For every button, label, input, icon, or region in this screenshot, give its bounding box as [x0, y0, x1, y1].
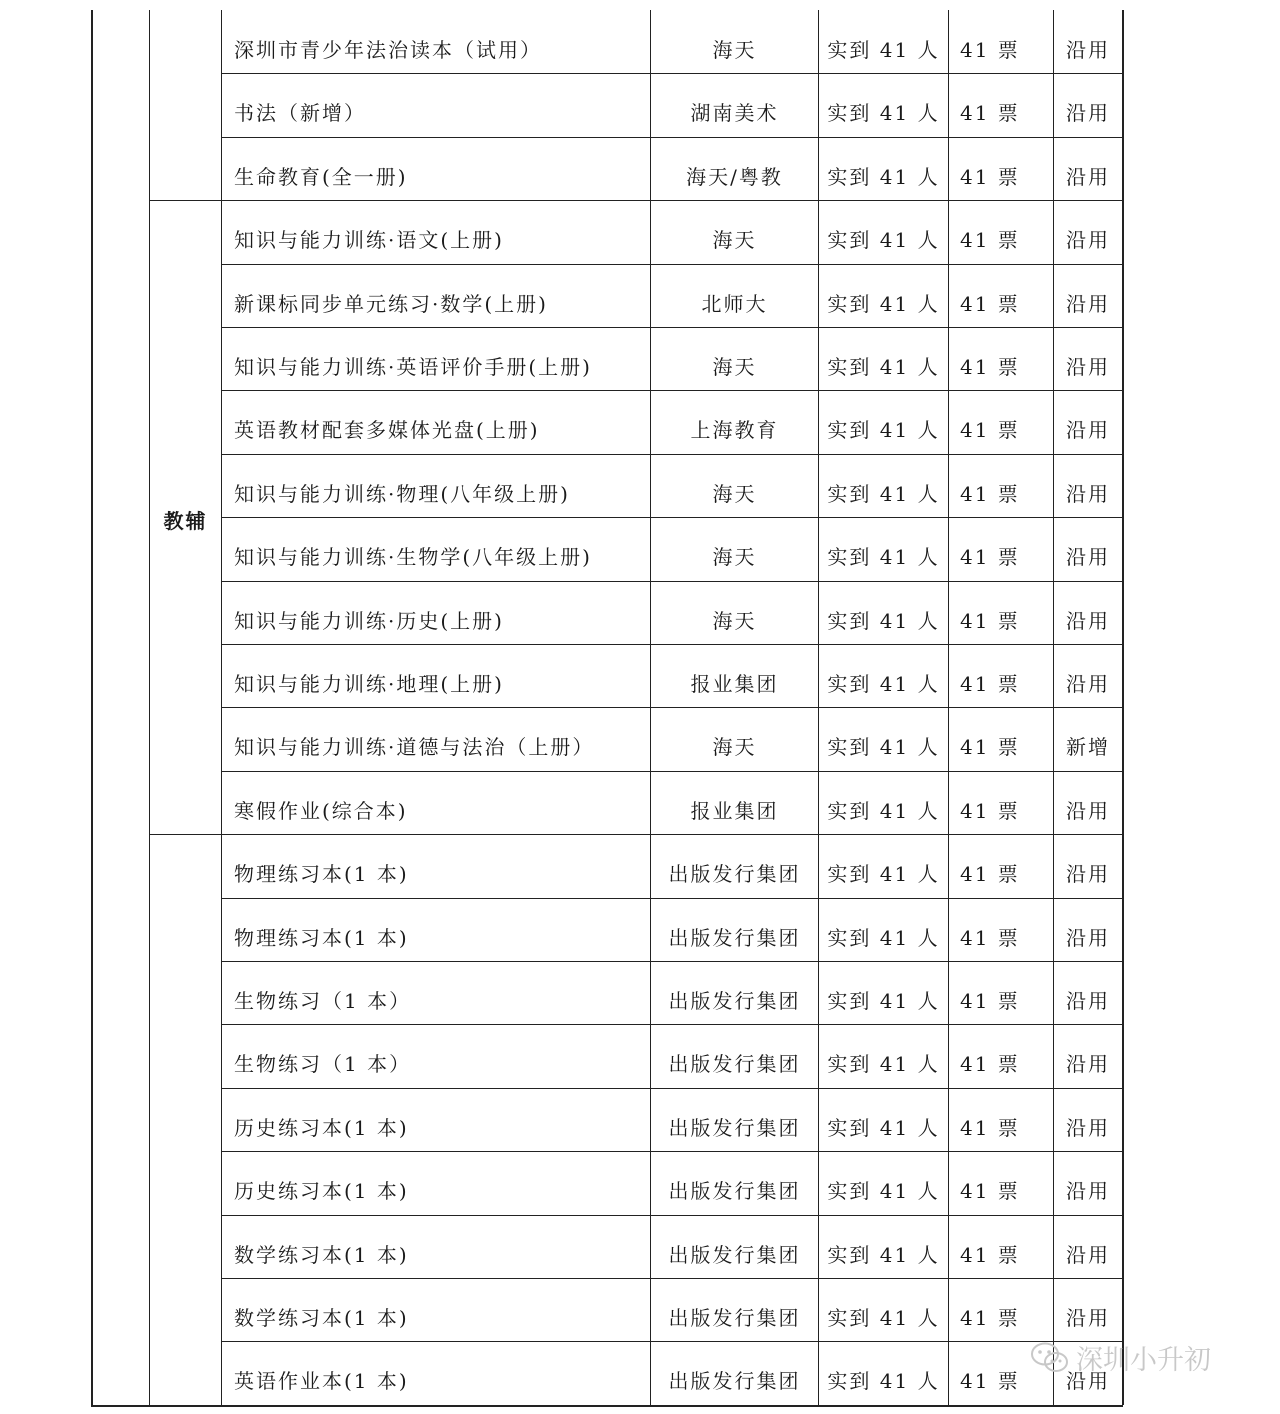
- status-cell: 沿用: [1066, 926, 1110, 950]
- status-cell: 沿用: [1066, 1179, 1110, 1203]
- attendance-cell: 实到 41 人: [827, 1179, 940, 1203]
- publisher-cell: 北师大: [701, 292, 768, 316]
- status-cell: 沿用: [1066, 989, 1110, 1013]
- book-title-cell: 数学练习本(1 本): [234, 1306, 409, 1330]
- publisher-cell: 海天: [712, 228, 757, 252]
- attendance-cell: 实到 41 人: [827, 862, 940, 886]
- publisher-cell: 出版发行集团: [668, 1243, 801, 1267]
- publisher-cell: 海天/粤教: [686, 165, 783, 189]
- status-cell: 新增: [1066, 735, 1110, 759]
- status-cell: 沿用: [1066, 292, 1110, 316]
- book-title-cell: 书法（新增）: [234, 101, 366, 125]
- group-divider: [149, 200, 222, 201]
- votes-cell: 41 票: [960, 228, 1020, 252]
- attendance-cell: 实到 41 人: [827, 355, 940, 379]
- votes-cell: 41 票: [960, 735, 1020, 759]
- table-border-vertical: [91, 10, 93, 1405]
- status-cell: 沿用: [1066, 862, 1110, 886]
- votes-cell: 41 票: [960, 165, 1020, 189]
- votes-cell: 41 票: [960, 1306, 1020, 1330]
- votes-cell: 41 票: [960, 292, 1020, 316]
- book-title-cell: 英语教材配套多媒体光盘(上册): [234, 418, 540, 442]
- book-title-cell: 生命教育(全一册): [234, 165, 408, 189]
- attendance-cell: 实到 41 人: [827, 1306, 940, 1330]
- book-title-cell: 历史练习本(1 本): [234, 1179, 409, 1203]
- votes-cell: 41 票: [960, 38, 1020, 62]
- attendance-cell: 实到 41 人: [827, 545, 940, 569]
- status-cell: 沿用: [1066, 101, 1110, 125]
- publisher-cell: 海天: [712, 735, 757, 759]
- votes-cell: 41 票: [960, 672, 1020, 696]
- book-title-cell: 物理练习本(1 本): [234, 926, 409, 950]
- attendance-cell: 实到 41 人: [827, 609, 940, 633]
- publisher-cell: 出版发行集团: [668, 1179, 801, 1203]
- attendance-cell: 实到 41 人: [827, 735, 940, 759]
- status-cell: 沿用: [1066, 482, 1110, 506]
- publisher-cell: 出版发行集团: [668, 989, 801, 1013]
- attendance-cell: 实到 41 人: [827, 1052, 940, 1076]
- category-label: 教辅: [163, 509, 208, 533]
- attendance-cell: 实到 41 人: [827, 926, 940, 950]
- book-title-cell: 知识与能力训练·语文(上册): [234, 228, 504, 252]
- attendance-cell: 实到 41 人: [827, 799, 940, 823]
- book-title-cell: 知识与能力训练·生物学(八年级上册): [234, 545, 592, 569]
- attendance-cell: 实到 41 人: [827, 1369, 940, 1393]
- wechat-icon: [1030, 1341, 1070, 1375]
- attendance-cell: 实到 41 人: [827, 418, 940, 442]
- votes-cell: 41 票: [960, 482, 1020, 506]
- status-cell: 沿用: [1066, 1369, 1110, 1393]
- status-cell: 沿用: [1066, 165, 1110, 189]
- publisher-cell: 湖南美术: [690, 101, 779, 125]
- book-title-cell: 新课标同步单元练习·数学(上册): [234, 292, 548, 316]
- book-title-cell: 知识与能力训练·英语评价手册(上册): [234, 355, 592, 379]
- publisher-cell: 出版发行集团: [668, 1369, 801, 1393]
- watermark-text: 深圳小升初: [1076, 1345, 1211, 1376]
- votes-cell: 41 票: [960, 1243, 1020, 1267]
- attendance-cell: 实到 41 人: [827, 1116, 940, 1140]
- book-title-cell: 知识与能力训练·地理(上册): [234, 672, 504, 696]
- status-cell: 沿用: [1066, 1243, 1110, 1267]
- status-cell: 沿用: [1066, 609, 1110, 633]
- votes-cell: 41 票: [960, 1179, 1020, 1203]
- book-title-cell: 生物练习（1 本）: [234, 1052, 412, 1076]
- publisher-cell: 出版发行集团: [668, 1052, 801, 1076]
- status-cell: 沿用: [1066, 1116, 1110, 1140]
- votes-cell: 41 票: [960, 1052, 1020, 1076]
- publisher-cell: 报业集团: [690, 799, 779, 823]
- status-cell: 沿用: [1066, 1306, 1110, 1330]
- votes-cell: 41 票: [960, 101, 1020, 125]
- publisher-cell: 海天: [712, 609, 757, 633]
- publisher-cell: 出版发行集团: [668, 1306, 801, 1330]
- publisher-cell: 出版发行集团: [668, 1116, 801, 1140]
- publisher-cell: 报业集团: [690, 672, 779, 696]
- book-title-cell: 深圳市青少年法治读本（试用）: [234, 38, 542, 62]
- table-border-vertical: [149, 10, 150, 1405]
- attendance-cell: 实到 41 人: [827, 1243, 940, 1267]
- status-cell: 沿用: [1066, 545, 1110, 569]
- book-title-cell: 生物练习（1 本）: [234, 989, 412, 1013]
- publisher-cell: 海天: [712, 38, 757, 62]
- attendance-cell: 实到 41 人: [827, 292, 940, 316]
- status-cell: 沿用: [1066, 38, 1110, 62]
- status-cell: 沿用: [1066, 672, 1110, 696]
- votes-cell: 41 票: [960, 609, 1020, 633]
- book-title-cell: 知识与能力训练·物理(八年级上册): [234, 482, 570, 506]
- book-title-cell: 知识与能力训练·道德与法治（上册）: [234, 735, 595, 759]
- book-title-cell: 物理练习本(1 本): [234, 862, 409, 886]
- votes-cell: 41 票: [960, 799, 1020, 823]
- book-title-cell: 寒假作业(综合本): [234, 799, 408, 823]
- status-cell: 沿用: [1066, 355, 1110, 379]
- publisher-cell: 海天: [712, 482, 757, 506]
- status-cell: 沿用: [1066, 1052, 1110, 1076]
- book-title-cell: 知识与能力训练·历史(上册): [234, 609, 504, 633]
- attendance-cell: 实到 41 人: [827, 228, 940, 252]
- book-title-cell: 历史练习本(1 本): [234, 1116, 409, 1140]
- publisher-cell: 海天: [712, 545, 757, 569]
- table-border-bottom: [91, 1405, 1123, 1407]
- votes-cell: 41 票: [960, 862, 1020, 886]
- votes-cell: 41 票: [960, 545, 1020, 569]
- votes-cell: 41 票: [960, 1369, 1020, 1393]
- attendance-cell: 实到 41 人: [827, 482, 940, 506]
- votes-cell: 41 票: [960, 418, 1020, 442]
- book-title-cell: 英语作业本(1 本): [234, 1369, 409, 1393]
- votes-cell: 41 票: [960, 926, 1020, 950]
- attendance-cell: 实到 41 人: [827, 672, 940, 696]
- book-title-cell: 数学练习本(1 本): [234, 1243, 409, 1267]
- publisher-cell: 出版发行集团: [668, 862, 801, 886]
- votes-cell: 41 票: [960, 355, 1020, 379]
- watermark: [1030, 1338, 1211, 1377]
- attendance-cell: 实到 41 人: [827, 101, 940, 125]
- attendance-cell: 实到 41 人: [827, 165, 940, 189]
- votes-cell: 41 票: [960, 1116, 1020, 1140]
- status-cell: 沿用: [1066, 228, 1110, 252]
- group-divider: [149, 834, 222, 835]
- status-cell: 沿用: [1066, 799, 1110, 823]
- votes-cell: 41 票: [960, 989, 1020, 1013]
- attendance-cell: 实到 41 人: [827, 989, 940, 1013]
- publisher-cell: 海天: [712, 355, 757, 379]
- publisher-cell: 出版发行集团: [668, 926, 801, 950]
- publisher-cell: 上海教育: [690, 418, 779, 442]
- status-cell: 沿用: [1066, 418, 1110, 442]
- attendance-cell: 实到 41 人: [827, 38, 940, 62]
